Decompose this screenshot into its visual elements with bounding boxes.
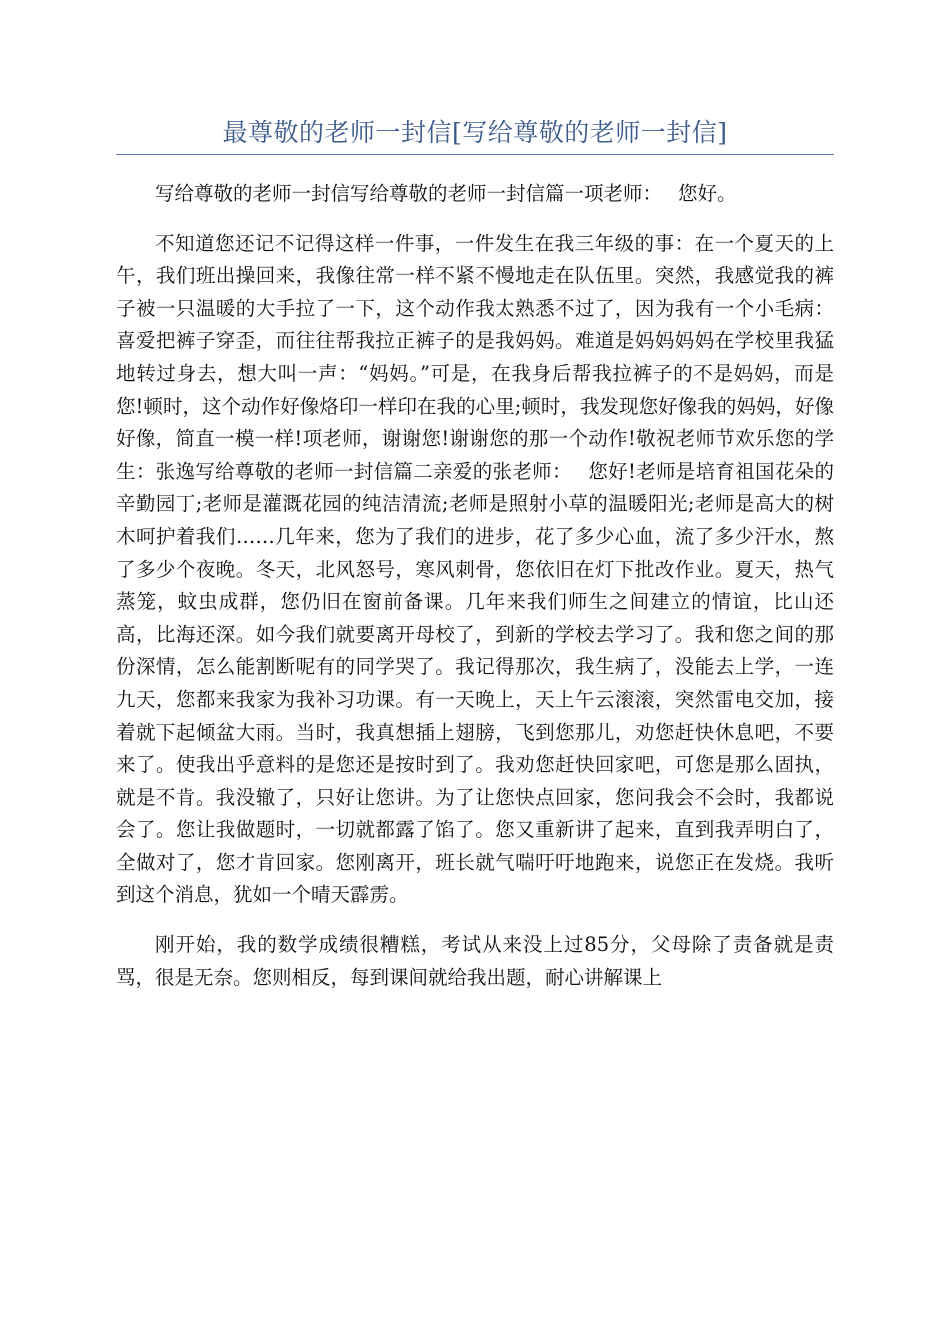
paragraph-1: 写给尊敬的老师一封信写给尊敬的老师一封信篇一项老师： 您好。 (155, 182, 737, 205)
title-underline (116, 154, 834, 155)
paragraph-3: 刚开始，我的数学成绩很糟糕，考试从来没上过85分，父母除了责备就是责骂，很是无奈。您则相反，每到课间就给我出题，耐心讲解课上 (116, 933, 834, 989)
document-title: 最尊敬的老师一封信[写给尊敬的老师一封信] (222, 118, 728, 147)
document-body (116, 178, 834, 994)
paragraph-2: 不知道您还记不记得这样一件事，一件发生在我三年级的事：在一个夏天的上午，我们班出操回来，我像往常一样不紧不慢地走在队伍里。突然，我感觉我的裤子被一只温暖的大手拉了一下，这个动作我太熟悉不过了，因为我有一个小毛病：喜爱把裤子穿歪，而往往帮我拉正裤子的是我妈妈。难道是妈妈妈妈在学校里我猛地转过身去，想大叫一声：“妈妈。”可是，在我身后帮我拉裤子的不是妈妈，而是您!顿时，这个动作好像烙印一样印在我的心里;顿时，我发现您好像我的妈妈，好像好像，简直一模一样!项老师，谢谢您!谢谢您的那一个动作!敬祝老师节欢乐您的学生：张逸写给尊敬的老师一封信篇二亲爱的张老师： 您好!老师是培育祖国花朵的辛勤园丁;老师是灌溉花园的纯洁清流;老师是照射小草的温暖阳光;老师是高大的树木呵护着我们……几年来，您为了我们的进步，花了多少心血，流了多少汗水，熬了多少个夜晚。冬天，北风怒号，寒风刺骨，您依旧在灯下批改作业。夏天，热气蒸笼，蚊虫成群，您仍旧在窗前备课。几年来我们师生之间建立的情谊，比山还高，比海还深。如今我们就要离开母校了，到新的学校去学习了。我和您之间的那份深情，怎么能割断呢有的同学哭了。我记得那次，我生病了，没能去上学，一连九天，您都来我家为我补习功课。有一天晚上，天上午云滚滚，突然雷电交加，接着就下起倾盆大雨。当时，我真想插上翅膀，飞到您那儿，劝您赶快休息吧，不要来了。使我出乎意料的是您还是按时到了。我劝您赶快回家吧，可您是那么固执，就是不肯。我没辙了，只好让您讲。为了让您快点回家，您问我会不会时，我都说会了。您让我做题时，一切就都露了馅了。您又重新讲了起来，直到我弄明白了，全做对了，您才肯回家。您刚离开，班长就气喘吁吁地跑来，说您正在发烧。我听到这个消息，犹如一个晴天霹雳。 (116, 231, 834, 907)
